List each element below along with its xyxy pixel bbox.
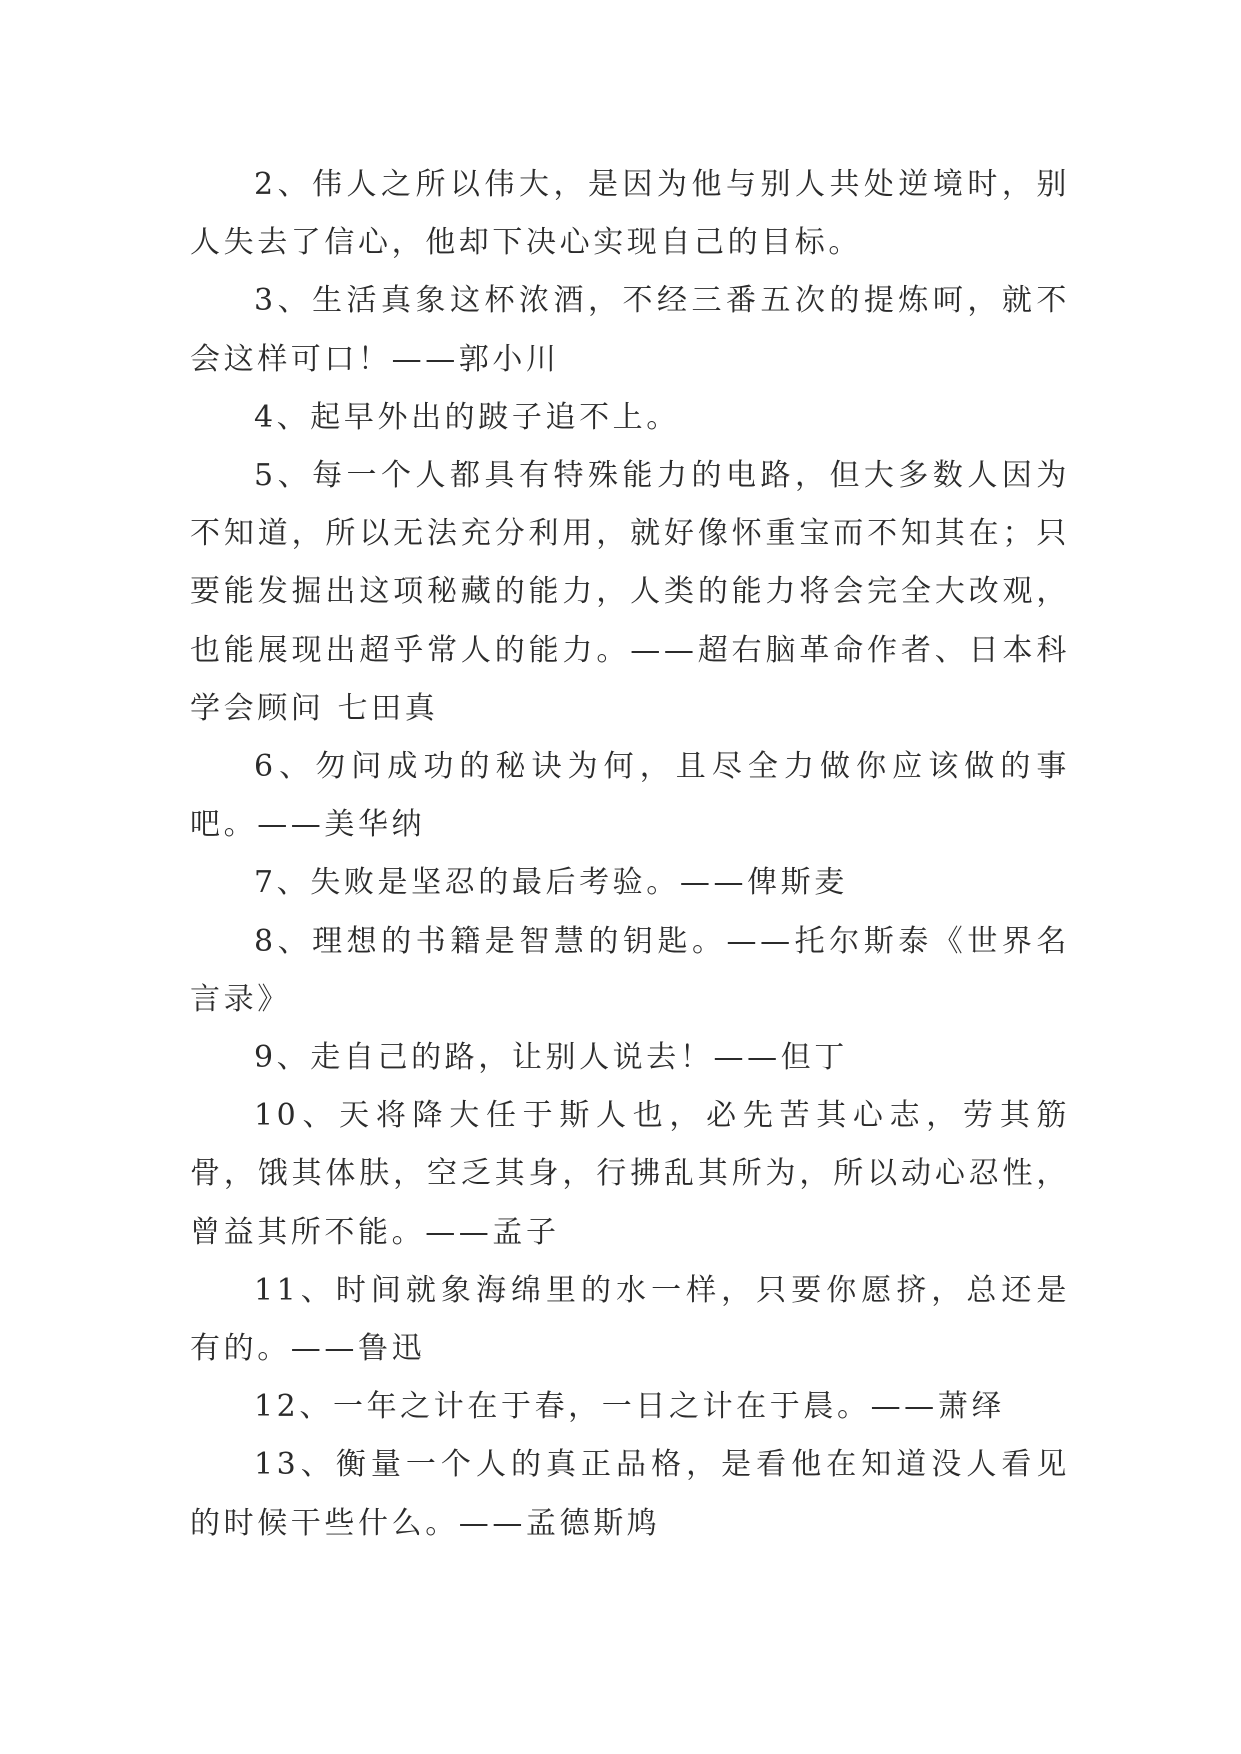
quote-paragraph: 7、失败是坚忍的最后考验。——俾斯麦 — [254, 865, 848, 901]
quote-paragraph: 13、衡量一个人的真正品格，是看他在知道没人看见的时候干些什么。——孟德斯鸠 — [190, 1447, 1070, 1541]
quote-paragraph: 11、时间就象海绵里的水一样，只要你愿挤，总还是有的。——鲁迅 — [190, 1272, 1070, 1367]
quote-paragraph: 8、理想的书籍是智慧的钥匙。——托尔斯泰《世界名言录》 — [190, 923, 1070, 1017]
quote-paragraph: 5、每一个人都具有特殊能力的电路，但大多数人因为不知道，所以无法充分利用，就好像怀重宝而不知其在；只要能发掘出这项秘藏的能力，人类的能力将会完全大改观，也能展现出超乎常人的能力。——超右脑革命作者、日本科学会顾问 七田真 — [190, 458, 1070, 726]
quote-paragraph: 9、走自己的路，让别人说去！——但丁 — [254, 1040, 848, 1076]
quote-paragraph: 4、起早外出的跛子追不上。 — [254, 399, 680, 435]
quote-paragraph: 10、天将降大任于斯人也，必先苦其心志，劳其筋骨，饿其体肤，空乏其身，行拂乱其所为，所以动心忍性，曾益其所不能。——孟子 — [190, 1098, 1070, 1250]
quote-paragraph: 2、伟人之所以伟大，是因为他与别人共处逆境时，别人失去了信心，他却下决心实现自己的目标。 — [190, 167, 1070, 261]
quote-list — [190, 156, 1070, 1553]
quote-paragraph: 3、生活真象这杯浓酒，不经三番五次的提炼呵，就不会这样可口！——郭小川 — [190, 283, 1070, 377]
quote-paragraph: 12、一年之计在于春，一日之计在于晨。——萧绎 — [254, 1389, 1005, 1425]
quote-paragraph: 6、勿问成功的秘诀为何，且尽全力做你应该做的事吧。——美华纳 — [190, 749, 1070, 843]
